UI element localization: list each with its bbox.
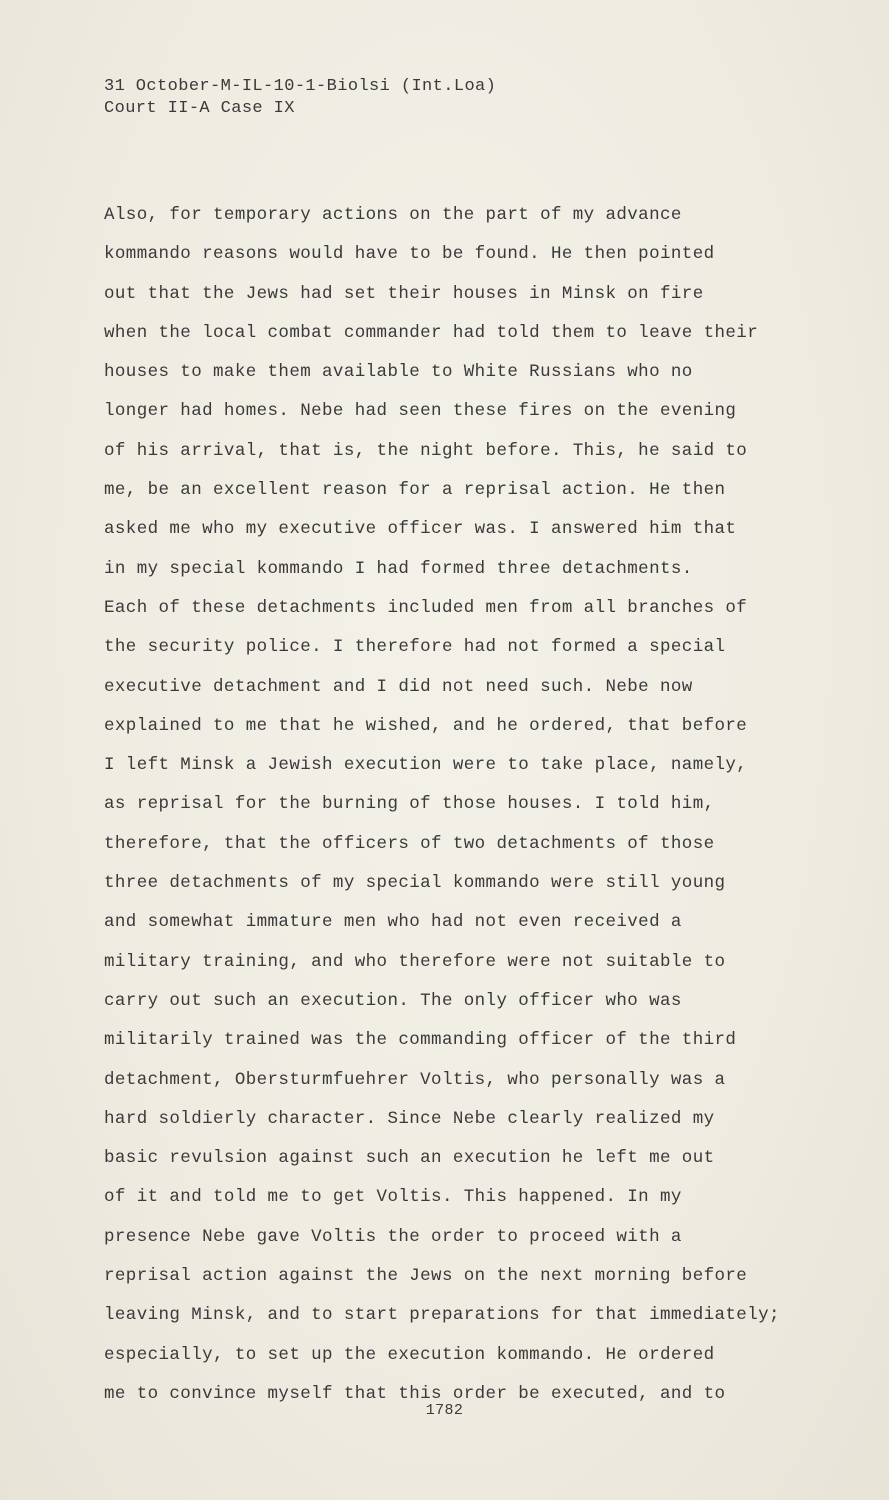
text-line: of his arrival, that is, the night before. This, he said to	[104, 440, 748, 461]
text-line: me, be an excellent reason for a reprisal action. He then	[104, 480, 726, 501]
text-line: reprisal action against the Jews on the next morning before	[104, 1266, 748, 1287]
text-line: when the local combat commander had told them to leave their	[104, 322, 759, 343]
transcript-body	[104, 196, 844, 1414]
text-line: basic revulsion against such an execution he left me out	[104, 1148, 715, 1169]
text-line: of it and told me to get Voltis. This happened. In my	[104, 1187, 682, 1208]
text-line: especially, to set up the execution kommando. He ordered	[104, 1344, 715, 1365]
text-line: carry out such an execution. The only officer who was	[104, 990, 682, 1011]
text-line: I left Minsk a Jewish execution were to take place, namely,	[104, 755, 748, 776]
text-line: and somewhat immature men who had not even received a	[104, 912, 682, 933]
text-line: hard soldierly character. Since Nebe clearly realized my	[104, 1108, 715, 1129]
text-line: military training, and who therefore were not suitable to	[104, 951, 726, 972]
text-line: Also, for temporary actions on the part of my advance	[104, 205, 682, 225]
text-line: detachment, Obersturmfuehrer Voltis, who personally was a	[104, 1069, 726, 1090]
header-court-case: Court II-A Case IX	[104, 99, 295, 118]
text-line: militarily trained was the commanding officer of the third	[104, 1030, 737, 1051]
text-line: three detachments of my special kommando were still young	[104, 873, 726, 894]
document-header	[104, 76, 496, 120]
text-line: explained to me that he wished, and he ordered, that before	[104, 715, 748, 736]
text-line: houses to make them available to White Russians who no	[104, 362, 693, 383]
text-line: as reprisal for the burning of those houses. I told him,	[104, 794, 715, 815]
text-line: Each of these detachments included men from all branches of	[104, 597, 748, 618]
header-date-reference: 31 October-M-IL-10-1-Biolsi (Int.Loa)	[104, 77, 497, 96]
text-line: kommando reasons would have to be found. He then pointed	[104, 244, 715, 265]
page-number: 1782	[425, 1402, 464, 1419]
text-line: presence Nebe gave Voltis the order to proceed with a	[104, 1226, 682, 1247]
text-line: in my special kommando I had formed three detachments.	[104, 558, 693, 579]
text-line: leaving Minsk, and to start preparations for that immediately;	[104, 1305, 780, 1326]
text-line: me to convince myself that this order be executed, and to	[104, 1383, 726, 1404]
text-line: asked me who my executive officer was. I answered him that	[104, 519, 737, 540]
text-line: out that the Jews had set their houses in Minsk on fire	[104, 283, 704, 304]
text-line: longer had homes. Nebe had seen these fires on the evening	[104, 401, 737, 422]
text-line: the security police. I therefore had not formed a special	[104, 637, 726, 658]
text-line: executive detachment and I did not need such. Nebe now	[104, 676, 693, 697]
text-line: therefore, that the officers of two detachments of those	[104, 833, 715, 854]
